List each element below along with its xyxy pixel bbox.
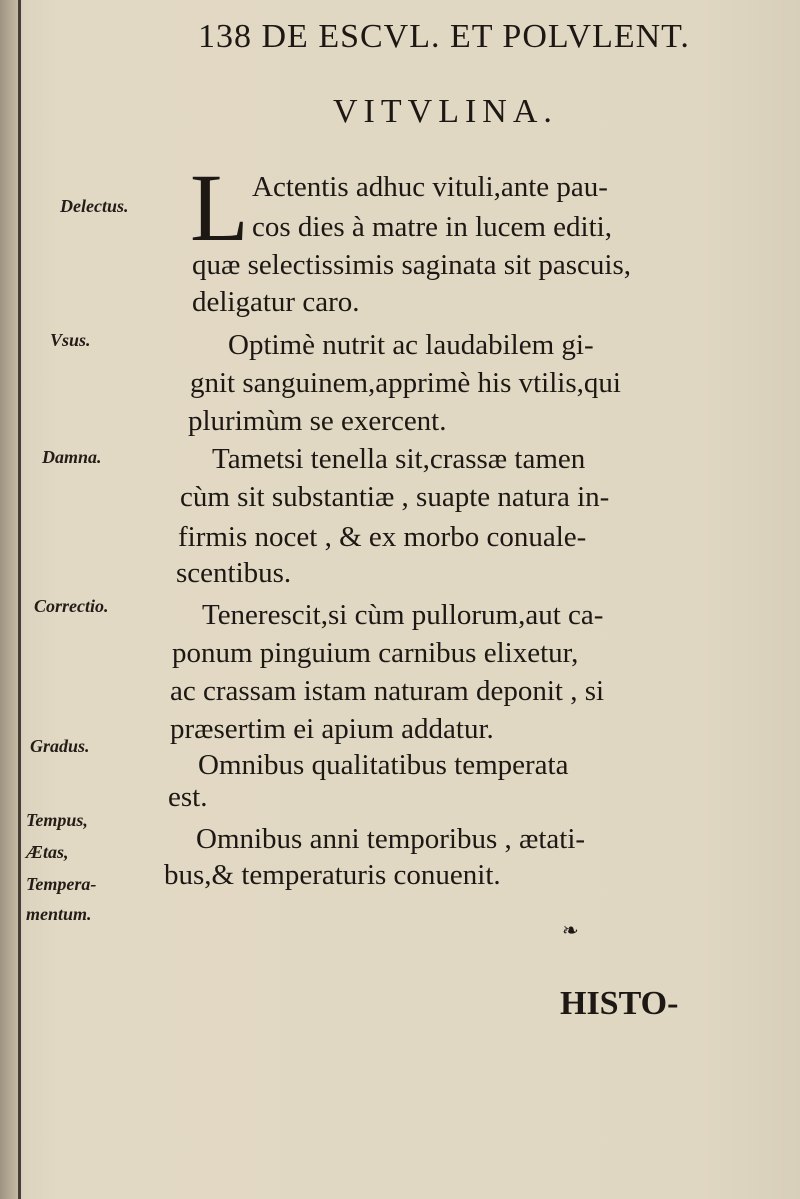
body-line: Omnibus anni temporibus , ætati-	[196, 823, 586, 855]
body-line: Omnibus qualitatibus temperata	[198, 749, 569, 781]
margin-note-aetas: Ætas,	[26, 842, 69, 862]
section-title: VITVLINA.	[333, 93, 558, 130]
body-line: plurimùm se exercent.	[188, 405, 447, 437]
body-line: cos dies à matre in lucem editi,	[252, 211, 612, 243]
body-line: deligatur caro.	[192, 286, 360, 318]
body-line: est.	[168, 781, 208, 813]
body-line: Tenerescit,si cùm pullorum,aut ca-	[202, 599, 604, 631]
body-line: ac crassam istam naturam deponit , si	[170, 675, 605, 707]
body-line: quæ selectissimis saginata sit pascuis,	[192, 249, 631, 281]
margin-note-mentum: mentum.	[26, 904, 92, 924]
body-line: gnit sanguinem,apprimè his vtilis,qui	[190, 367, 621, 399]
drop-cap: L	[190, 154, 249, 261]
running-head: 138 DE ESCVL. ET POLVLENT.	[198, 18, 690, 55]
margin-note-correctio: Correctio.	[34, 596, 109, 616]
margin-note-tempera: Tempera-	[26, 874, 97, 894]
body-line: scentibus.	[176, 557, 292, 589]
body-line: firmis nocet , & ex morbo conuale-	[178, 521, 587, 553]
ornament-icon: ❧	[562, 918, 579, 942]
margin-note-tempus: Tempus,	[26, 810, 88, 830]
body-line: Optimè nutrit ac laudabilem gi-	[228, 329, 594, 361]
catchword: HISTO-	[560, 985, 679, 1022]
margin-note-gradus: Gradus.	[30, 736, 90, 756]
body-line: cùm sit substantiæ , suapte natura in-	[180, 481, 610, 513]
margin-note-usus: Vsus.	[50, 330, 91, 350]
page-gutter	[0, 0, 18, 1199]
body-line: præsertim ei apium addatur.	[170, 713, 494, 745]
body-line: bus,& temperaturis conuenit.	[164, 859, 501, 891]
margin-note-damna: Damna.	[42, 447, 102, 467]
margin-note-delectus: Delectus.	[60, 196, 129, 216]
body-line: Actentis adhuc vituli,ante pau-	[252, 171, 608, 203]
body-line: Tametsi tenella sit,crassæ tamen	[212, 443, 586, 475]
body-line: ponum pinguium carnibus elixetur,	[172, 637, 579, 669]
page-edge-line	[18, 0, 21, 1199]
